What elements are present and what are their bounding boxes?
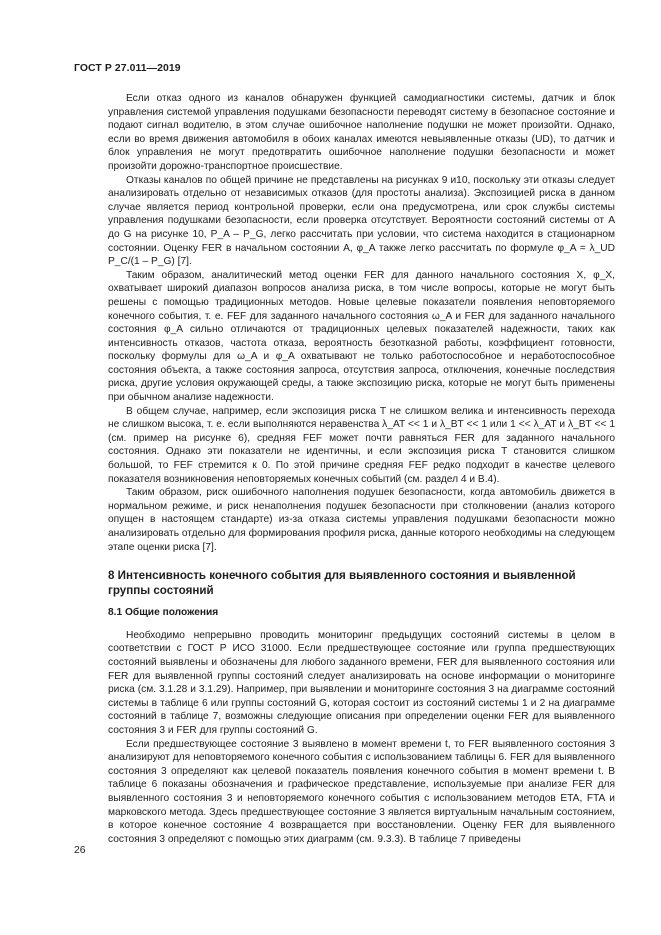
subsection-heading: 8.1 Общие положения: [108, 607, 219, 619]
paragraph: Таким образом, аналитический метод оценки FER для данного начального состояния X, φ_X, охватывает широкий диапазон вопросов анализа риска, в том числе вопросы, которые не могут быть решены с помощью традиционных методов. Новые целевые показатели появления неповторяемого конечного события, т. е. FEF для заданного начального состояния ω_A и FER для заданного начального состояния φ_A сильно отличаются от традиционных целевых показателей надежности, таких как интенсивность отказов, частота отказа, вероятность безотказной работы, коэффициент готовности, поскольку формулы для ω_A и φ_A охватывают не только работоспособное и неработоспособное состояния объекта, а также состояния запроса, отсутствия запроса, отключения, конечные последствия риска, другие условия окружающей среды, а также экспозицию риска, которые не могут быть применены при обычном анализе надежности.: [108, 269, 615, 404]
paragraph: В общем случае, например, если экспозиция риска T не слишком велика и интенсивность перехода не слишком высока, т. е. если выполняются неравенства λ_AT << 1 и λ_BT << 1 или 1 << λ_AT и λ_BT << 1 (см. пример на рисунке 6), средняя FEF может почти равняться FER для заданного начального состояния. Однако эти показатели не идентичны, и если экспозиция риска T становится слишком большой, то FEF стремится к 0. По этой причине средняя FEF редко подходит в качестве целевого показателя возникновения неповторяемых конечных событий (см. раздел 4 и B.4).: [108, 405, 615, 485]
document-header: ГОСТ Р 27.011—2019: [74, 63, 181, 74]
paragraph: Если отказ одного из каналов обнаружен функцией самодиагностики системы, датчик и блок управления системой управления подушками безопасности переводят систему в безопасное состояние и подают сигнал водителю, в этом случае ошибочное наполнение подушки не может произойти. Однако, если во время движения автомобиля в обоих каналах имеются невыявленные отказы (UD), то датчик и блок управления не могут предотвратить ошибочное наполнение подушки безопасности и может произойти дорожно-транспортное происшествие.: [108, 93, 615, 172]
paragraph: Если предшествующее состояние 3 выявлено в момент времени t, то FER выявленного состояния 3 анализируют для неповторяемого конечного события с использованием таблицы 6. FER для выявленного состояния 3 определяют как целевой показатель появления конечного события в момент времени t. В таблице 6 показаны обозначения и графическое представление, используемые при анализе FER для выявленного состояния 3 и неповторяемого конечного события с использованием методов ETA, FTA и марковского метода. Здесь предшествующее состояние 3 является виртуальным начальным состоянием, в которое конечное состояние 4 возвращается при восстановлении. Оценку FER для выявленного состояния 3 определяют с помощью этих диаграмм (см. 9.3.3). В таблице 7 приведены: [108, 738, 615, 845]
page-number: 26: [74, 845, 86, 856]
section-heading: 8 Интенсивность конечного события для выявленного состояния и выявленной группы состояний: [108, 569, 576, 598]
document-body: [108, 92, 615, 846]
paragraph: Необходимо непрерывно проводить мониторинг предыдущих состояний системы в целом в соответствии с ГОСТ Р ИСО 31000. Если предшествующее состояние или группа предшествующих состояний выявлены и обозначены для любого заданного времени, FER для выявленного состояния или FER для выявленной группы состояний следует анализировать на основе информации о мониторинге риска (см. 3.1.28 и 3.1.29). Например, при выявлении и мониторинге состояния 3 на диаграмме состояний системы в таблице 6 или группы состояний G, которая состоит из состояний системы 1 и 2 на диаграмме состояний в таблице 7, возможны следующие описания при определении оценки FER для выявленного состояния 3 и FER для группы состояний G.: [108, 629, 615, 736]
paragraph: Отказы каналов по общей причине не представлены на рисунках 9 и10, поскольку эти отказы следует анализировать отдельно от независимых отказов (для простоты анализа). Экспозицией риска в данном случае является период контрольной проверки, если она предусмотрена, или срок службы системы управления подушками безопасности, если проверка отсутствует. Вероятности состояний системы от A до G на рисунке 10, P_A – P_G, легко рассчитать при условии, что система находится в стационарном состоянии. Оценку FER в начальном состоянии A, φ_A также легко рассчитать по формуле φ_A = λ_UD P_C/(1 – P_G) [7].: [108, 174, 615, 268]
paragraph: Таким образом, риск ошибочного наполнения подушек безопасности, когда автомобиль движется в нормальном режиме, и риск ненаполнения подушек безопасности при столкновении (анализ которого опущен в настоящем стандарте) из-за отказа системы управления подушками безопасности можно анализировать отдельно для формирования профиля риска, данные которого необходимы на следующем этапе оценки риска [7].: [108, 487, 615, 553]
